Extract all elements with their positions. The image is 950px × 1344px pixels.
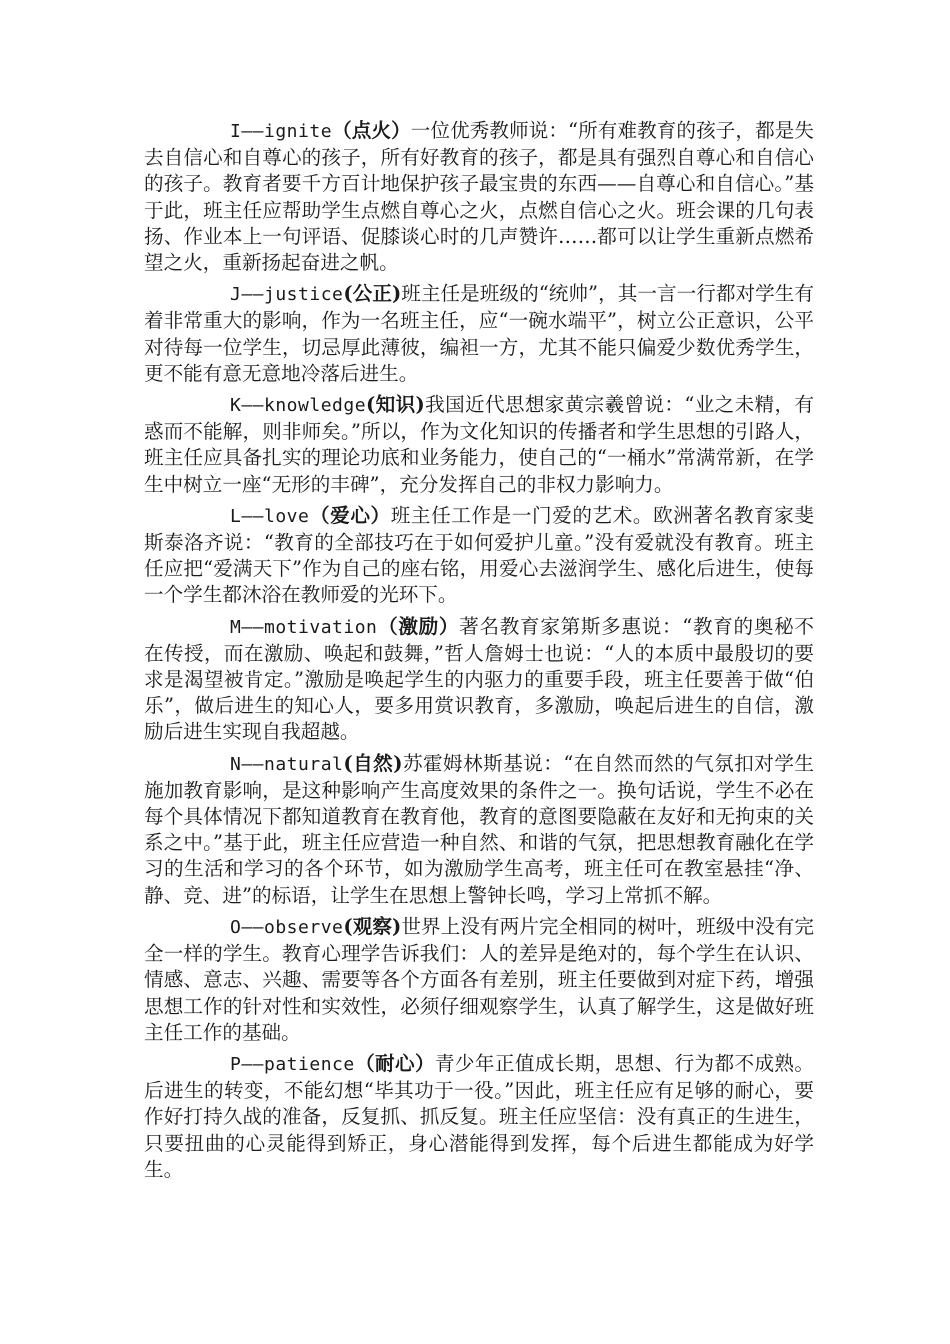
- paragraph-natural: [144, 751, 814, 909]
- paragraph-lead: J——justice: [230, 284, 344, 306]
- paragraph-text: 著名教育家第斯多惠说：“教育的奥秘不在传授，而在激励、唤起和鼓舞，”哲人詹姆士也说：“人的本质中最殷切的要求是渴望被肯定。”激励是唤起学生的内驱力的重要手段，班主任要善于做“伯乐”，做后进生的知心人，要多用赏识教育，多激励，唤起后进生的自信，激励后进生实现自我超越。: [144, 614, 814, 744]
- paragraph-term: （爱心）: [309, 503, 391, 527]
- paragraph-term: （耐心）: [354, 1051, 435, 1075]
- paragraph-lead: N——natural: [230, 753, 344, 775]
- paragraph-term: （点火）: [332, 119, 411, 142]
- paragraph-term: （激励）: [377, 614, 460, 638]
- paragraph-knowledge: [144, 392, 814, 498]
- paragraph-text: 苏霍姆林斯基说：“在自然而然的气氛扣对学生施加教育影响，是这种影响产生高度效果的条件之一。换句话说，学生不必在每个具体情况下都知道教育在教育他，教育的意图要隐蔽在友好和无拘束的关系之中。”基于此，班主任应营造一种自然、和谐的气氛，把思想教育融化在学习的生活和学习的各个环节，如为激励学生高考，班主任可在教室悬挂“净、静、竞、进”的标语，让学生在思想上警钟长鸣，学习上常抓不解。: [144, 751, 814, 907]
- paragraph-term: (自然): [343, 751, 403, 775]
- paragraph-love: [144, 503, 814, 609]
- paragraph-lead: M——motivation: [230, 616, 378, 638]
- paragraph-justice: [144, 281, 814, 387]
- paragraph-text: 班主任是班级的“统帅”，其一言一行都对学生有着非常重大的影响，作为一名班主任，应“一碗水端平”，树立公正意识，公平对待每一位学生，切忌厚此薄彼，编袒一方，尤其不能只偏爱少数优秀学生，更不能有意无意地冷落后进生。: [144, 282, 814, 385]
- document-body: [144, 118, 814, 1188]
- paragraph-text: 我国近代思想家黄宗羲曾说：“业之未精，有惑而不能解，则非师矣。”所以，作为文化知识的传播者和学生思想的引路人，班主任应具备扎实的理论功底和业务能力，使自己的“一桶水”常满常新，在学生中树立一座“无形的丰碑”，充分发挥自己的非权力影响力。: [144, 393, 814, 496]
- paragraph-motivation: [144, 614, 814, 746]
- paragraph-ignite: [144, 118, 814, 276]
- paragraph-term: (公正): [343, 282, 402, 306]
- paragraph-lead: P——patience: [230, 1053, 355, 1075]
- paragraph-text: 世界上没有两片完全相同的树叶，班级中没有完全一样的学生。教育心理学告诉我们：人的差异是绝对的，每个学生在认识、情感、意志、兴趣、需要等各个方面各有差别，班主任要做到对症下药，增强思想工作的针对性和实效性，必须仔细观察学生，认真了解学生，这是做好班主任工作的基础。: [144, 914, 815, 1044]
- paragraph-lead: L——love: [230, 505, 310, 527]
- paragraph-text: 班主任工作是一门爱的艺术。欧洲著名教育家斐斯泰洛齐说：“教育的全部技巧在于如何爱护儿童。”没有爱就没有教育。班主任应把“爱满天下”作为自己的座右铭，用爱心去滋润学生、感化后进生，使每一个学生都沐浴在教师爱的光环下。: [144, 503, 815, 607]
- paragraph-lead: O——observe: [230, 916, 344, 938]
- paragraph-text: 青少年正值成长期，思想、行为都不成熟。后进生的转变，不能幻想“毕其功于一役。”因此，班主任应有足够的耐心，要作好打持久战的准备，反复抓、抓反复。班主任应坚信：没有真正的生进生，只要扭曲的心灵能得到矫正，身心潜能得到发挥，每个后进生都能成为好学生。: [144, 1051, 814, 1181]
- paragraph-observe: [144, 914, 814, 1046]
- paragraph-term: (知识): [366, 393, 425, 417]
- paragraph-lead: K——knowledge: [230, 395, 367, 417]
- paragraph-patience: [144, 1051, 814, 1183]
- paragraph-term: (观察): [343, 914, 402, 938]
- paragraph-lead: I——ignite: [230, 121, 333, 142]
- paragraph-text: 一位优秀教师说：“所有难教育的孩子，都是失去自信心和自尊心的孩子，所有好教育的孩子，都是具有强烈自尊心和自信心的孩子。教育者要千方百计地保护孩子最宝贵的东西——自尊心和自信心。”基于此，班主任应帮助学生点燃自尊心之火，点燃自信心之火。班会课的几句表扬、作业本上一句评语、促膝谈心时的几声赞许……都可以让学生重新点燃希望之火，重新扬起奋进之帆。: [144, 119, 814, 275]
